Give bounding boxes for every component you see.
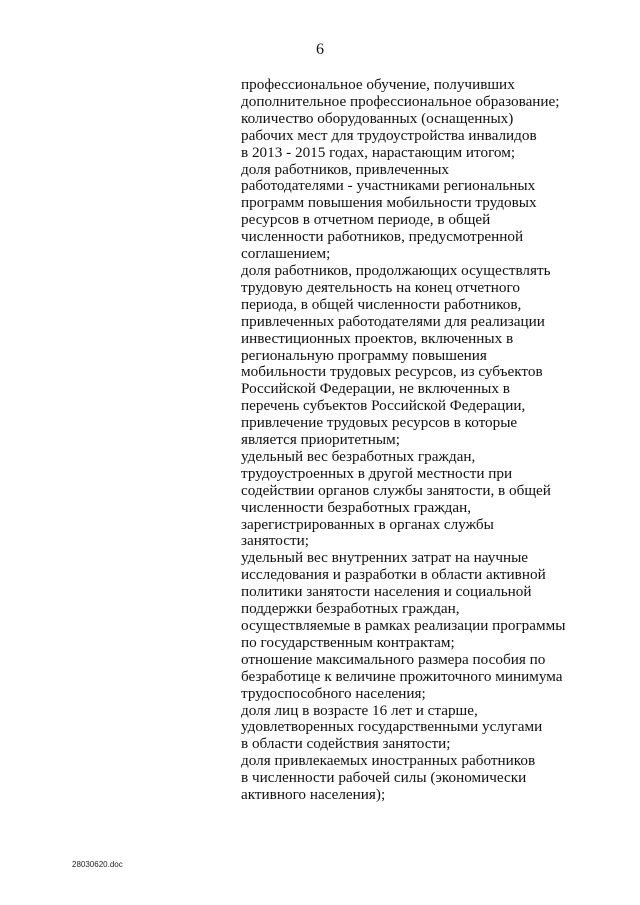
text-line: ресурсов в отчетном периоде, в общей: [241, 211, 491, 229]
text-line: в области содействия занятости;: [241, 735, 451, 753]
text-line: удельный вес внутренних затрат на научные: [241, 549, 529, 567]
text-line: осуществляемые в рамках реализации программы: [241, 617, 566, 634]
text-line: численности работников, предусмотренной: [241, 228, 524, 246]
body-text: [241, 77, 591, 804]
text-line: количество оборудованных (оснащенных): [241, 109, 514, 127]
text-line: перечень субъектов Российской Федерации,: [241, 397, 526, 415]
text-line: отношение максимального размера пособия по: [241, 650, 546, 668]
text-line: трудовую деятельность на конец отчетного: [241, 278, 520, 296]
text-line: активного населения);: [241, 786, 386, 804]
text-line: удовлетворенных государственными услугами: [241, 718, 543, 736]
text-line: удельный вес безработных граждан,: [241, 447, 476, 465]
text-line: по государственным контрактам;: [241, 633, 455, 651]
text-line: инвестиционных проектов, включенных в: [241, 329, 514, 347]
text-line: занятости;: [241, 532, 309, 550]
text-line: зарегистрированных в органах службы: [241, 515, 494, 533]
text-line: трудоустроенных в другой местности при: [241, 464, 513, 482]
text-line: мобильности трудовых ресурсов, из субъектов: [241, 363, 543, 381]
text-line: Российской Федерации, не включенных в: [241, 380, 510, 398]
text-line: трудоспособного населения;: [241, 684, 426, 702]
text-line: дополнительное профессиональное образование;: [241, 92, 560, 110]
page-number: 6: [316, 41, 324, 58]
text-line: в численности рабочей силы (экономически: [241, 769, 527, 787]
text-line: соглашением;: [241, 245, 331, 263]
document-filename: 28030620.doc: [72, 860, 123, 869]
text-line: работодателями - участниками региональных: [241, 177, 536, 195]
text-line: рабочих мест для трудоустройства инвалидов: [241, 126, 537, 144]
text-line: безработице к величине прожиточного минимума: [241, 667, 563, 685]
text-line: региональную программу повышения: [241, 346, 487, 364]
text-line: исследования и разработки в области активной: [241, 566, 546, 584]
text-line: политики занятости населения и социальной: [241, 583, 532, 601]
text-line: доля лиц в возрасте 16 лет и старше,: [241, 701, 478, 719]
text-line: является приоритетным;: [241, 431, 400, 449]
text-line: доля привлекаемых иностранных работников: [241, 752, 536, 770]
text-line: программ повышения мобильности трудовых: [241, 194, 537, 212]
text-line: поддержки безработных граждан,: [241, 600, 460, 618]
text-line: привлечение трудовых ресурсов в которые: [241, 414, 518, 432]
text-line: доля работников, привлеченных: [241, 160, 449, 178]
text-line: привлеченных работодателями для реализации: [241, 312, 545, 330]
text-line: в 2013 - 2015 годах, нарастающим итогом;: [241, 143, 516, 161]
text-line: численности безработных граждан,: [241, 498, 472, 516]
text-line: содействии органов службы занятости, в общей: [241, 481, 551, 499]
text-line: доля работников, продолжающих осуществлять: [241, 261, 551, 279]
text-line: профессиональное обучение, получивших: [241, 76, 515, 93]
text-line: периода, в общей численности работников,: [241, 295, 522, 313]
